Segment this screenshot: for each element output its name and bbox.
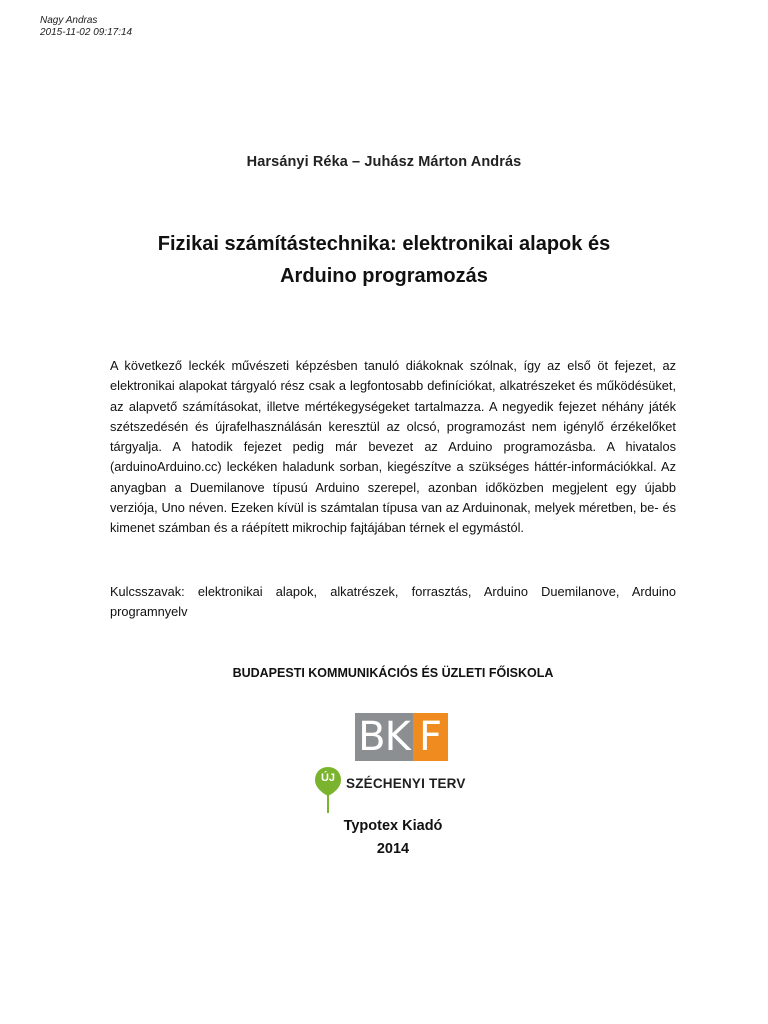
document-metadata	[40, 15, 132, 39]
keywords-paragraph: Kulcsszavak: elektronikai alapok, alkatrészek, forrasztás, Arduino Duemilanove, Arduino programnyelv	[110, 584, 676, 620]
publisher-name: Typotex Kiadó	[343, 818, 443, 834]
publisher-block	[0, 815, 768, 861]
institution-name: BUDAPESTI KOMMUNIKÁCIÓS ÉS ÜZLETI FŐISKOLA	[232, 666, 554, 680]
szt-label: SZÉCHENYI TERV	[346, 776, 466, 791]
szechenyi-terv-logo	[314, 766, 484, 814]
document-title	[80, 228, 688, 292]
bkf-logo-orange-block: F	[413, 713, 448, 761]
title-line-2: Arduino programozás	[280, 265, 488, 287]
bkf-logo	[355, 713, 448, 761]
authors-line: Harsányi Réka – Juhász Márton András	[246, 154, 522, 170]
metadata-timestamp: 2015-11-02 09:17:14	[40, 27, 133, 38]
bkf-logo-gray-block: BK	[355, 713, 413, 761]
title-line-1: Fizikai számítástechnika: elektronikai alapok és	[157, 233, 611, 255]
metadata-author: Nagy Andras	[40, 15, 98, 26]
abstract-paragraph: A következő leckék művészeti képzésben tanuló diákoknak szólnak, így az első öt fejezet, az elektronikai alapokat tárgyaló rész csak a legfontosabb definíciókat, alkatrészeket és működésüket, az alapvető számításokat, illetve mértékegységeket tartalmazza. A negyedik fejezet néhány játék szétszedésén és újrafelhasználásán keresztül az olcsó, programozást nem igénylő érzékelőket tárgyalja. A hatodik fejezet pedig már bevezet az Arduino programozásba. A hivatalos (arduinoArduino.cc) leckéken haladunk sorban, kiegészítve a szükséges háttér-információkkal. Az anyagban a Duemilanove típusú Arduino szerepel, azonban időközben megjelent egy újabb verziója, Uno néven. Ezeken kívül is számtalan típusa van az Arduinonak, melyek méretben, be- és kimenet számban és a ráépített mikrochip fajtájában térnek el egymástól.	[110, 358, 676, 536]
szt-pin-text: ÚJ	[320, 772, 336, 784]
publication-year: 2014	[376, 841, 410, 857]
